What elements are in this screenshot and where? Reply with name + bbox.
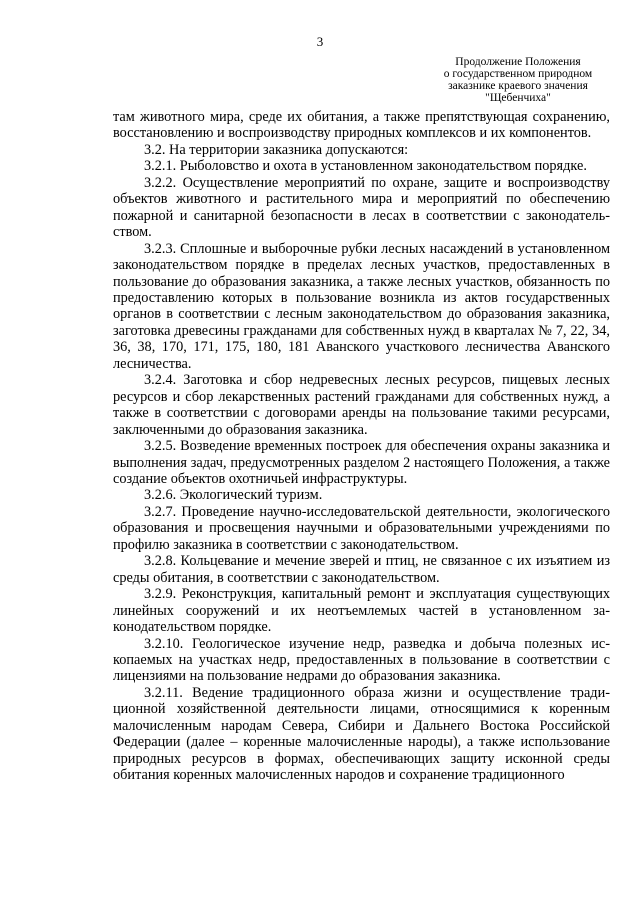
paragraph-3-2-5: 3.2.5. Возведение временных построек для обеспечения охраны заказника и выполнения задач, предусмотренных разделом 2 настоящего Положения, а также создание объектов охотничьей инфраструктуры. — [113, 438, 610, 487]
paragraph-3-2-9: 3.2.9. Реконструкция, капитальный ремонт и эксплуатация существующих линейных сооружений и их неотъемлемых частей в установленном законодательством порядке. — [113, 586, 610, 636]
header-line: Продолжение Положения — [455, 56, 581, 68]
paragraph-3-2-10: 3.2.10. Геологическое изучение недр, разведка и добыча полезных ископаемых на участках недр, предоставленных в пользование в соответствии с лицензиями на пользование недрами до образования заказника. — [113, 635, 610, 685]
paragraph-3-2-1: 3.2.1. Рыболовство и охота в установленном законодательством порядке. — [144, 158, 587, 175]
paragraph-3-2-8: 3.2.8. Кольцевание и мечение зверей и птиц, не связанное с их изъятием из среды обитания, в соответствии с законодательством. — [113, 553, 610, 586]
paragraph-3-2-7: 3.2.7. Проведение научно-исследовательской деятельности, экологического образования и просвещения научными и образовательными учреждениями по профилю заказника в соответствии с законодательством. — [113, 503, 610, 553]
paragraph-3-2-11: 3.2.11. Ведение традиционного образа жизни и осуществление традиционной хозяйственной деятельности лицами, относящимися к коренным малочисленным народам Севера, Сибири и Дальнего Востока Российской Федерации (далее – коренные малочисленные народы), а также использование природных ресурсов в формах, обеспечивающих защиту исконной среды обитания коренных малочисленных народов и сохранение традиционного — [113, 684, 610, 784]
paragraph-3-2-2: 3.2.2. Осуществление мероприятий по охране, защите и воспроизводству объектов животного и растительного мира и мероприятий по обеспечению пожарной и санитарной безопасности в лесах в соответствии с законодательством. — [113, 174, 610, 241]
paragraph-3-2-3: 3.2.3. Сплошные и выборочные рубки лесных насаждений в установленном законодательством порядке в пределах лесных участков, предоставленных в пользование до образования заказника, а также лесных участков, обязанность по предоставлению которых в пользование возникла из актов государственных органов в соответствии с лесным законодательством до образования заказника, заготовка древесины гражданами для собственных нужд в кварталах № 7, 22, 34, 36, 38, 170, 171, 175, 180, 181 Аванского участкового лесничества Аванского лесничества. — [113, 240, 610, 372]
header-line: о государственном природном — [443, 68, 593, 80]
paragraph-3-2: 3.2. На территории заказника допускаются: — [144, 141, 409, 158]
continuation-header — [405, 56, 631, 104]
paragraph-3-2-6: 3.2.6. Экологический туризм. — [144, 487, 323, 504]
document-body — [113, 109, 610, 784]
header-line: заказнике краевого значения — [448, 80, 588, 92]
paragraph-continuation: там животного мира, среде их обитания, а также препятствующая сохранению, восстановлению и воспроизводству природных комплексов и их компонентов. — [113, 109, 610, 142]
paragraph-3-2-4: 3.2.4. Заготовка и сбор недревесных лесных ресурсов, пищевых лесных ресурсов и сбор лекарственных растений гражданами для собственных нужд, а также в соответствии с договорами аренды на пользование такими ресурсами, заключенными до образования заказника. — [113, 372, 610, 438]
page-number: 3 — [316, 34, 324, 49]
header-line: "Щебенчиха" — [485, 92, 551, 104]
